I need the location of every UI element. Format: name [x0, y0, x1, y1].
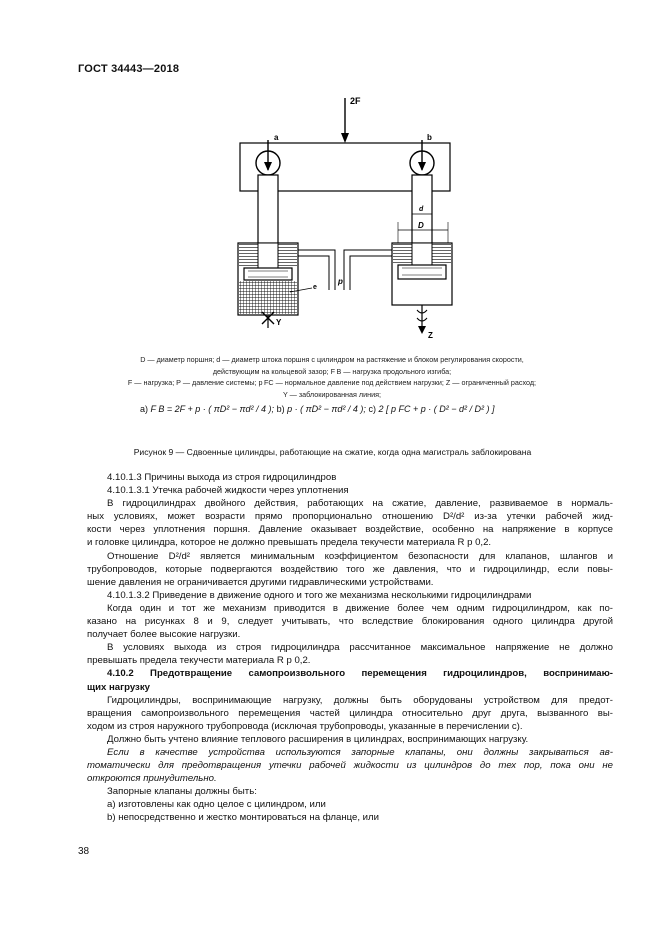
paragraph-line: казано на рисунках 8 и 9, следует учитывать, что вследствие блокирования одного цилиндра другой [87, 616, 613, 628]
legend-line: Y — заблокированная линия; [283, 389, 381, 399]
paragraph-line: Запорные клапаны должны быть: [107, 786, 257, 798]
paragraph-line: В гидроцилиндрах двойного действия, работающих на сжатие, давление, развиваемое в нормаль- [107, 498, 613, 510]
figure-caption: Рисунок 9 — Сдвоенные цилиндры, работающие на сжатие, когда одна магистраль заблокирована [133, 447, 532, 457]
legend-line: действующим на кольцевой зазор; F B — нагрузка продольного изгиба; [212, 366, 452, 376]
list-item: а) изготовлены как одно целое с цилиндром, или [107, 799, 326, 811]
paragraph-line: кости через уплотнения поршня. Давление оказывает воздействие, особенно на напряжение в корпусе [87, 524, 613, 536]
section-heading-bold: 4.10.2 Предотвращение самопроизвольного перемещения гидроцилиндров, воспринимаю- [107, 668, 613, 680]
section-heading-bold: щих нагрузку [87, 681, 150, 693]
section-heading: 4.10.1.3.2 Приведение в движение одного и того же механизма несколькими гидроцилиндрами [107, 589, 532, 601]
paragraph-line: и головке цилиндра, которое не должно превышать предела текучести материала R p 0,2. [87, 537, 492, 549]
formula [140, 404, 494, 414]
label-D: D [418, 221, 424, 230]
legend-line: F — нагрузка; P — давление системы; p FC — нормальное давление под действием нагрузки; Z — ограниченный расход; [127, 378, 537, 388]
paragraph-line-italic: откроются принудительно. [87, 773, 217, 785]
paragraph-line: Когда один и тот же механизм приводится в движение более чем одним гидроцилиндром, как по- [107, 602, 613, 614]
label-b: b [427, 133, 432, 142]
legend-line: D — диаметр поршня; d — диаметр штока поршня с цилиндром на растяжение и блоком регулирования скорости, [140, 355, 524, 364]
formula-b-label: b) [276, 404, 285, 414]
formula-c: 2 [ p FC + p · ( D² − d² / D² ) ] [378, 404, 495, 414]
paragraph-line: Должно быть учтено влияние теплового расширения в цилиндрах, воспринимающих нагрузку. [107, 733, 529, 745]
paragraph-line: ходом из строя наружного трубопровода (исключая трубопроводы, указанные в перечислении с). [87, 720, 523, 732]
paragraph-line: Гидроцилиндры, воспринимающие нагрузку, должны быть оборудованы устройством для предот- [107, 694, 613, 706]
label-Y: Y [276, 318, 282, 327]
label-p: p [338, 277, 343, 286]
label-Z: Z [428, 331, 433, 340]
formula-a: F B = 2F + p · ( πD² − πd² / 4 ); [150, 404, 275, 414]
body-text [87, 471, 613, 825]
paragraph-line: шение давления не ограничивается другими гидравлическими устройствами. [87, 576, 434, 588]
paragraph-line: трубопроводов, которые подвергаются воздействию того же давления, что и гидроцилиндр, если повы- [87, 563, 613, 575]
paragraph-line: Отношение D²/d² является минимальным коэффициентом безопасности для клапанов, шлангов и [107, 550, 613, 562]
list-item: b) непосредственно и жестко монтироваться на фланце, или [107, 812, 380, 824]
document-header: ГОСТ 34443—2018 [78, 63, 180, 75]
formula-c-label: c) [368, 404, 376, 414]
paragraph-line: вращения самопроизвольного перемещения частей цилиндра относительно друг друга, вызванного вы- [87, 707, 613, 719]
section-heading: 4.10.1.3 Причины выхода из строя гидроцилиндров [107, 472, 337, 483]
paragraph-line: превышать предела текучести материала R p 0,2. [87, 655, 311, 667]
label-d: d [419, 206, 424, 213]
paragraph-line-italic: томатически для предотвращения утечки рабочей жидкости из цилиндров до тех пор, пока они не [87, 760, 613, 772]
paragraph-line-italic: Если в качестве устройства используются запорные клапаны, они должны закрываться ав- [107, 746, 613, 758]
figure-twin-cylinders [0, 0, 661, 350]
page-number: 38 [78, 846, 90, 857]
label-e: e [313, 284, 317, 291]
paragraph-line: В условиях выхода из строя гидроцилиндра рассчитанное максимальное напряжение не должно [107, 642, 613, 654]
label-a: a [274, 133, 279, 142]
paragraph-line: получает более высокие нагрузки. [87, 629, 241, 641]
formula-b: p · ( πD² − πd² / 4 ); [287, 404, 366, 414]
section-heading: 4.10.1.3.1 Утечка рабочей жидкости через уплотнения [107, 485, 349, 497]
paragraph-line: ных условиях, может возрасти прямо пропорционально отношению D²/d² из-за утечки рабочей жид- [87, 511, 613, 523]
label-2F: 2F [350, 96, 361, 106]
figure-legend [92, 354, 572, 400]
formula-a-label: a) [140, 404, 149, 414]
